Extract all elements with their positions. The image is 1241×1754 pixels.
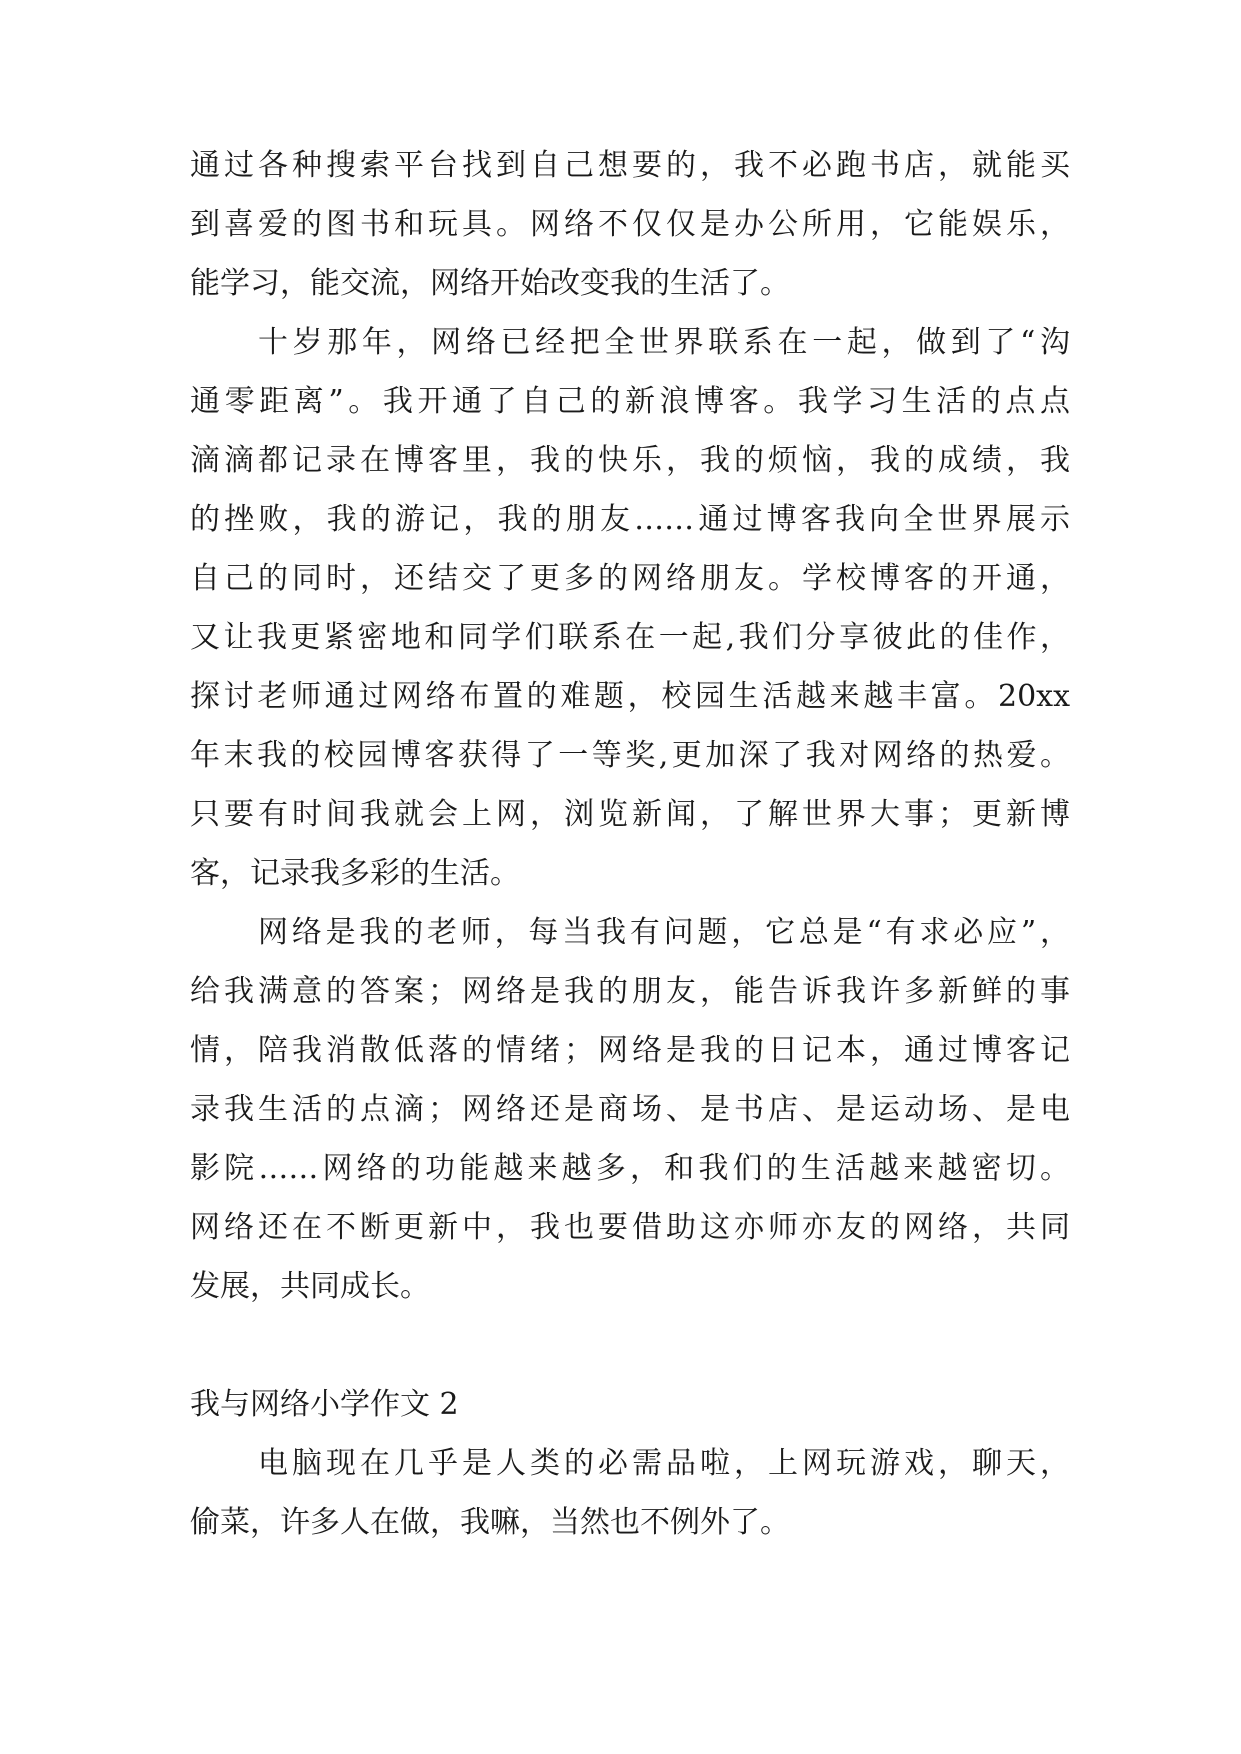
text-line: 网络是我的老师，每当我有问题，它总是“有求必应”， [258,915,1070,950]
paragraph-3 [190,903,1070,1316]
paragraph-2 [190,313,1070,903]
document-body [190,136,1070,1552]
text-line: 通过各种搜索平台找到自己想要的，我不必跑书店，就能买 [190,148,1070,183]
text-line: 发展，共同成长。 [190,1269,430,1304]
text-line: 给我满意的答案；网络是我的朋友，能告诉我许多新鲜的事 [190,974,1070,1009]
text-line: 电脑现在几乎是人类的必需品啦，上网玩游戏，聊天， [258,1446,1070,1481]
section-spacer [190,1316,1070,1375]
text-line: 影院……网络的功能越来越多，和我们的生活越来越密切。 [190,1151,1070,1186]
section-title: 我与网络小学作文 2 [190,1387,459,1422]
text-line: 年末我的校园博客获得了一等奖,更加深了我对网络的热爱。 [190,738,1070,773]
text-line: 客，记录我多彩的生活。 [190,856,520,891]
text-line: 只要有时间我就会上网，浏览新闻，了解世界大事；更新博 [190,797,1070,832]
paragraph-4 [190,1434,1070,1552]
text-line: 滴滴都记录在博客里，我的快乐，我的烦恼，我的成绩，我 [190,443,1070,478]
text-line: 探讨老师通过网络布置的难题，校园生活越来越丰富。20xx [190,679,1070,714]
text-line: 到喜爱的图书和玩具。网络不仅仅是办公所用，它能娱乐， [190,207,1070,242]
text-line: 自己的同时，还结交了更多的网络朋友。学校博客的开通， [190,561,1070,596]
text-line: 偷菜，许多人在做，我嘛，当然也不例外了。 [190,1505,790,1540]
text-line: 又让我更紧密地和同学们联系在一起,我们分享彼此的佳作， [190,620,1070,655]
paragraph-1 [190,136,1070,313]
text-line: 能学习，能交流，网络开始改变我的生活了。 [190,266,790,301]
text-line: 十岁那年，网络已经把全世界联系在一起，做到了“沟 [258,325,1070,360]
text-line: 网络还在不断更新中，我也要借助这亦师亦友的网络，共同 [190,1210,1070,1245]
text-line: 录我生活的点滴；网络还是商场、是书店、是运动场、是电 [190,1092,1070,1127]
text-line: 情，陪我消散低落的情绪；网络是我的日记本，通过博客记 [190,1033,1070,1068]
text-line: 的挫败，我的游记，我的朋友……通过博客我向全世界展示 [190,502,1070,537]
text-line: 通零距离”。我开通了自己的新浪博客。我学习生活的点点 [190,384,1070,419]
